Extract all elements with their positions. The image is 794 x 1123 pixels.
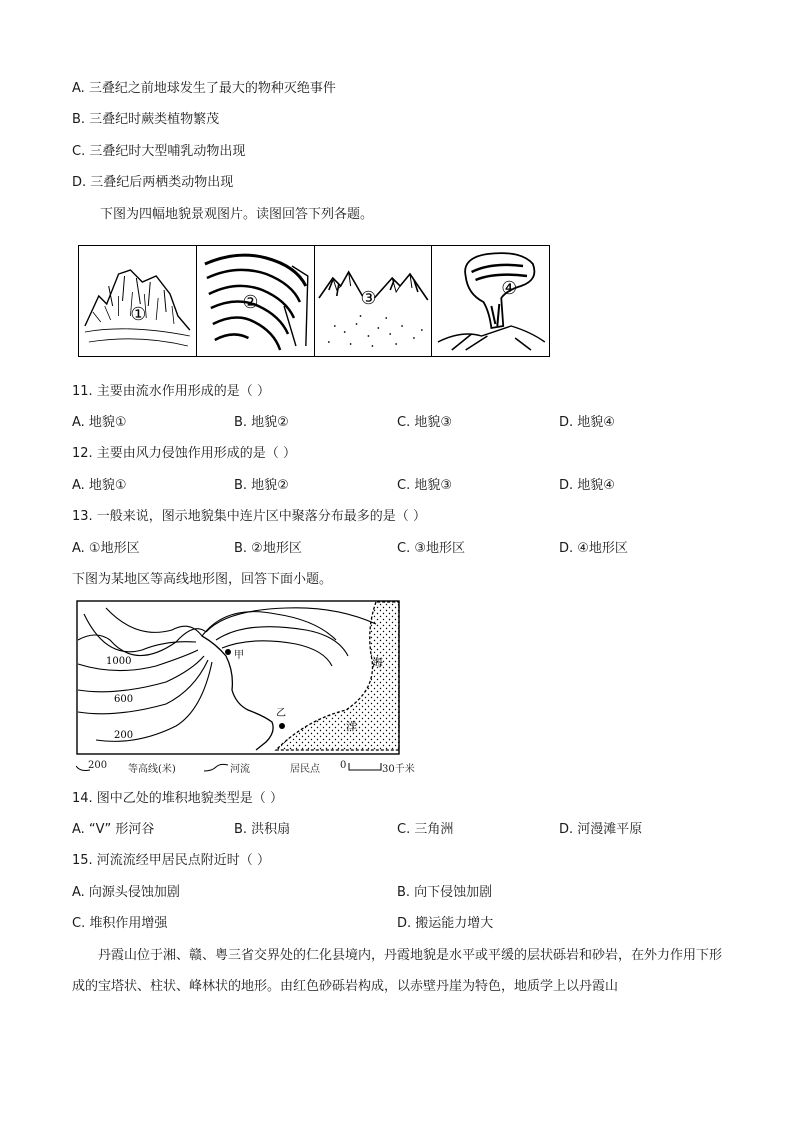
landform-image-strip bbox=[78, 245, 550, 357]
q13-option-d: D. ④地形区 bbox=[559, 541, 628, 556]
landform-2-illustration bbox=[197, 246, 315, 356]
landform-4-number: ④ bbox=[501, 277, 518, 300]
q15-option-a: A. 向源头侵蚀加剧 bbox=[72, 885, 180, 900]
contour-map-intro: 下图为某地区等高线地形图，回答下面小题。 bbox=[72, 572, 333, 587]
danxia-passage-text: 丹霞山位于湘、赣、粤三省交界处的仁化县境内，丹霞地貌是水平或平缓的层状砾岩和砂岩，在外力作用下形成的宝塔状、柱状、峰林状的地形。由红色砂砾岩构成，以赤壁丹崖为特色，地质学上以丹霞山 bbox=[72, 948, 723, 994]
landform-1-number: ① bbox=[130, 303, 147, 326]
q15-stem: 15. 河流流经甲居民点附近时（ ） bbox=[72, 853, 270, 868]
q14-option-d: D. 河漫滩平原 bbox=[559, 822, 643, 837]
q13-option-a: A. ①地形区 bbox=[72, 541, 140, 556]
q10-option-a: A. 三叠纪之前地球发生了最大的物种灭绝事件 bbox=[72, 81, 336, 96]
q10-option-c: C. 三叠纪时大型哺乳动物出现 bbox=[72, 144, 246, 159]
settlement-yi-marker bbox=[279, 723, 285, 729]
landform-1-illustration bbox=[79, 246, 197, 356]
q11-option-c: C. 地貌③ bbox=[397, 415, 452, 430]
landform-3-number: ③ bbox=[359, 287, 376, 310]
contour-label-200: 200 bbox=[114, 730, 134, 741]
scale-bar bbox=[348, 762, 382, 772]
q13-option-b: B. ②地形区 bbox=[234, 541, 302, 556]
landform-intro: 下图为四幅地貌景观图片。读图回答下列各题。 bbox=[100, 207, 374, 222]
settlement-jia-marker bbox=[225, 649, 231, 655]
q15-option-d: D. 搬运能力增大 bbox=[397, 916, 494, 931]
q12-option-b: B. 地貌② bbox=[234, 478, 289, 493]
legend-scale-zero: 0 bbox=[340, 760, 347, 771]
sea-label-yang: 洋 bbox=[346, 720, 357, 733]
sea-area bbox=[276, 602, 399, 750]
q14-option-a: A. “V” 形河谷 bbox=[72, 822, 155, 837]
q12-option-c: C. 地貌③ bbox=[397, 478, 452, 493]
place-label-yi: 乙 bbox=[276, 708, 286, 719]
contour-map bbox=[76, 600, 400, 755]
q14-stem: 14. 图中乙处的堆积地貌类型是（ ） bbox=[72, 791, 283, 806]
contour-1000 bbox=[106, 608, 336, 640]
q10-option-b: B. 三叠纪时蕨类植物繁茂 bbox=[72, 112, 220, 127]
q15-option-b: B. 向下侵蚀加剧 bbox=[397, 885, 493, 900]
q13-option-c: C. ③地形区 bbox=[397, 541, 465, 556]
q14-option-b: B. 洪积扇 bbox=[234, 822, 291, 837]
landform-4-illustration bbox=[432, 246, 549, 356]
map-legend bbox=[76, 760, 436, 776]
contour-outer bbox=[78, 608, 376, 656]
landform-2-number: ② bbox=[242, 291, 259, 314]
legend-contour-value: 200 bbox=[88, 760, 108, 771]
q15-option-c: C. 堆积作用增强 bbox=[72, 916, 168, 931]
q13-stem: 13. 一般来说，图示地貌集中连片区中聚落分布最多的是（ ） bbox=[72, 509, 426, 524]
q11-stem: 11. 主要由流水作用形成的是（ ） bbox=[72, 384, 270, 399]
contour-label-1000: 1000 bbox=[106, 656, 132, 667]
q12-option-a: A. 地貌① bbox=[72, 478, 127, 493]
q12-stem: 12. 主要由风力侵蚀作用形成的是（ ） bbox=[72, 446, 296, 461]
q11-option-a: A. 地貌① bbox=[72, 415, 127, 430]
contour-label-600: 600 bbox=[114, 694, 134, 705]
danxia-passage bbox=[72, 940, 722, 1002]
legend-river: 河流 bbox=[230, 764, 250, 775]
sea-label-hai: 海 bbox=[372, 656, 383, 669]
q14-option-c: C. 三角洲 bbox=[397, 822, 454, 837]
legend-contour: 等高线(米) bbox=[128, 764, 176, 775]
legend-settlement: 居民点 bbox=[290, 764, 320, 775]
landform-3-illustration bbox=[315, 246, 433, 356]
q12-option-d: D. 地貌④ bbox=[559, 478, 615, 493]
q11-option-b: B. 地貌② bbox=[234, 415, 289, 430]
q10-option-d: D. 三叠纪后两栖类动物出现 bbox=[72, 175, 234, 190]
legend-scale-end: 30千米 bbox=[382, 764, 415, 775]
place-label-jia: 甲 bbox=[234, 650, 244, 661]
q11-option-d: D. 地貌④ bbox=[559, 415, 615, 430]
river-legend-symbol bbox=[204, 763, 228, 773]
